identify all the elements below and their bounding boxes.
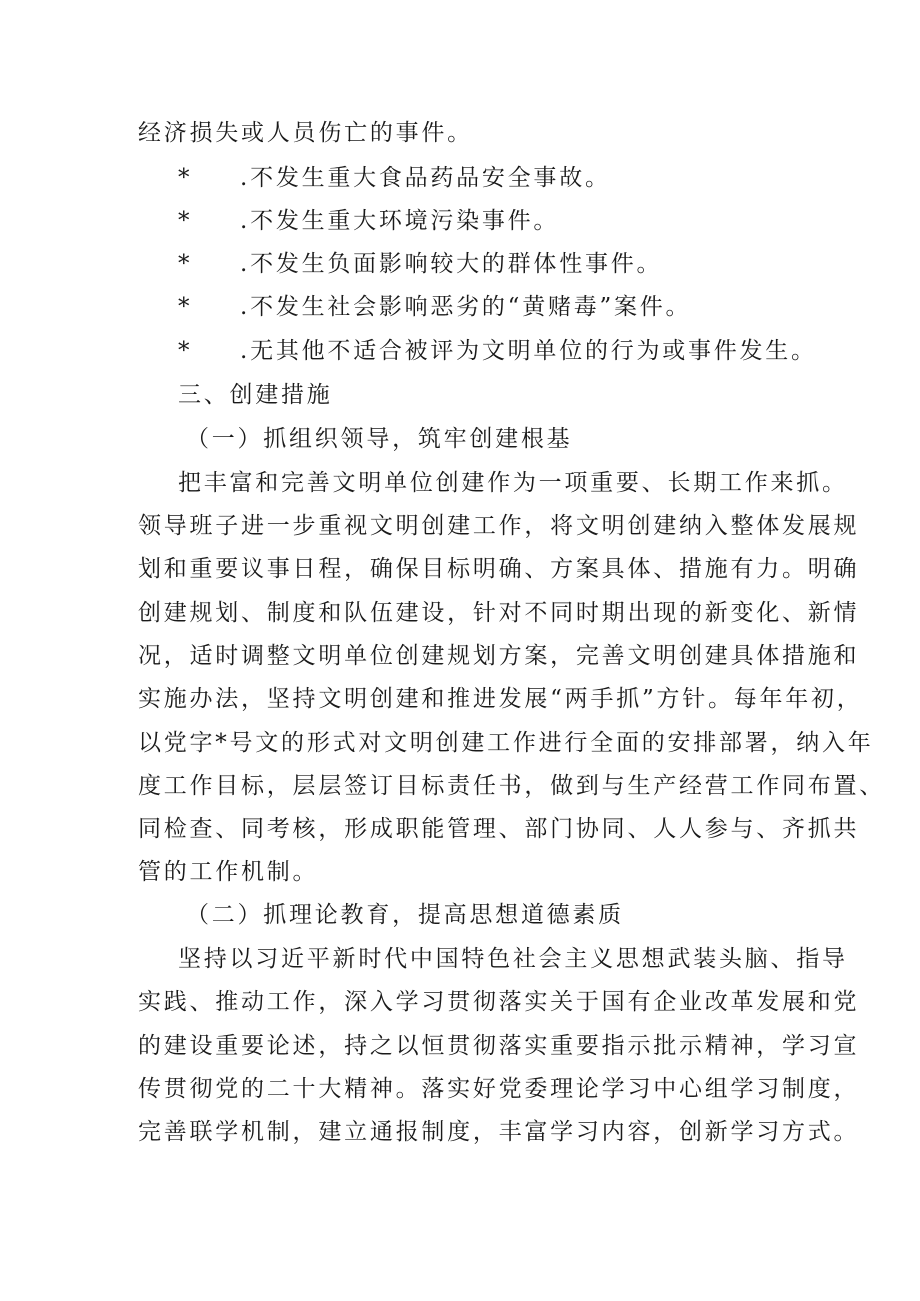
bullet-item <box>178 163 611 193</box>
paragraph-line: 把丰富和完善文明单位创建作为一项重要、长期工作来抓。 <box>178 470 848 496</box>
paragraph-line: 坚持以习近平新时代中国特色社会主义思想武装头脑、指导 <box>178 946 848 972</box>
paragraph-line: 完善联学机制，建立通报制度，丰富学习内容，创新学习方式。 <box>138 1119 860 1145</box>
paragraph-line: 实施办法，坚持文明创建和推进发展“两手抓”方针。每年年初， <box>138 686 863 712</box>
bullet-item <box>178 249 662 279</box>
bullet-item <box>178 292 691 322</box>
paragraph-line: 以党字*号文的形式对文明创建工作进行全面的安排部署，纳入年 <box>138 730 874 756</box>
paragraph-line: 创建规划、制度和队伍建设，针对不同时期出现的新变化、新情 <box>138 600 860 626</box>
paragraph-line: 同检查、同考核，形成职能管理、部门协同、人人参与、齐抓共 <box>138 816 860 842</box>
paragraph-line: 度工作目标，层层签订目标责任书，做到与生产经营工作同布置、 <box>138 773 886 799</box>
bullet-text: .不发生负面影响较大的群体性事件。 <box>240 251 663 277</box>
bullet-text: .不发生重大环境污染事件。 <box>240 208 560 234</box>
bullet-item <box>178 206 559 236</box>
paragraph-line: 领导班子进一步重视文明创建工作，将文明创建纳入整体发展规 <box>138 513 860 539</box>
bullet-marker: * <box>178 251 193 277</box>
paragraph-line: 的建设重要论述，持之以恒贯彻落实重要指示批示精神，学习宣 <box>138 1033 860 1059</box>
subsection-heading: （二）抓理论教育，提高思想道德素质 <box>186 902 624 928</box>
paragraph-line: 实践、推动工作，深入学习贯彻落实关于国有企业改革发展和党 <box>138 989 860 1015</box>
bullet-item <box>178 336 817 366</box>
bullet-marker: * <box>178 294 193 320</box>
paragraph-line: 经济损失或人员伤亡的事件。 <box>138 120 473 146</box>
paragraph-line: 传贯彻党的二十大精神。落实好党委理论学习中心组学习制度， <box>138 1076 860 1102</box>
bullet-text: .不发生社会影响恶劣的“黄赌毒”案件。 <box>240 294 692 320</box>
bullet-text: .无其他不适合被评为文明单位的行为或事件发生。 <box>240 338 817 364</box>
bullet-text: .不发生重大食品药品安全事故。 <box>240 165 611 191</box>
paragraph-line: 管的工作机制。 <box>138 859 319 885</box>
paragraph-line: 况，适时调整文明单位创建规划方案，完善文明创建具体措施和 <box>138 643 860 669</box>
bullet-marker: * <box>178 165 193 191</box>
bullet-marker: * <box>178 208 193 234</box>
paragraph-line: 划和重要议事日程，确保目标明确、方案具体、措施有力。明确 <box>138 556 860 582</box>
bullet-marker: * <box>178 338 193 364</box>
subsection-heading: （一）抓组织领导，筑牢创建根基 <box>186 426 573 452</box>
section-heading: 三、创建措施 <box>178 382 333 408</box>
